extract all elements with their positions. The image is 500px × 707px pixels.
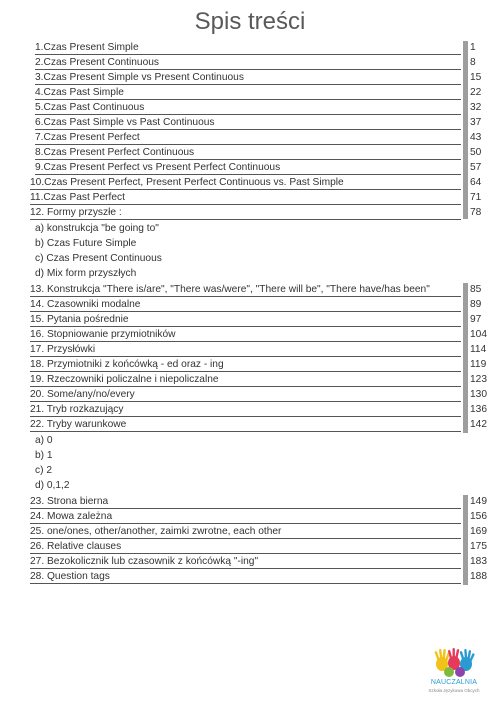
toc-entry-label: 16. Stopniowanie przymiotników: [30, 328, 461, 342]
toc-entry-page: 89: [470, 299, 482, 310]
toc-entry-page: 78: [470, 207, 482, 218]
toc-subitem: c) Czas Present Continuous: [35, 253, 162, 264]
toc-entry[interactable]: [0, 555, 500, 569]
toc-entry[interactable]: [0, 131, 500, 145]
toc-entry-label: 2.Czas Present Continuous: [35, 56, 461, 70]
toc-entry-page: 97: [470, 314, 482, 325]
toc-entry[interactable]: [0, 56, 500, 70]
toc-entry-label: 20. Some/any/no/every: [30, 388, 461, 402]
toc-entry-label: 12. Formy przyszłe :: [30, 206, 461, 220]
toc-entry[interactable]: [0, 41, 500, 55]
toc-entry[interactable]: [0, 540, 500, 554]
toc-entry-label: 7.Czas Present Perfect: [35, 131, 461, 145]
toc-entry-label: 15. Pytania pośrednie: [30, 313, 461, 327]
toc-entry[interactable]: [0, 283, 500, 297]
toc-entry[interactable]: [0, 418, 500, 432]
toc-entry-label: 10.Czas Present Perfect, Present Perfect Continuous vs. Past Simple: [30, 176, 461, 190]
toc-subitem: d) Mix form przyszłych: [35, 268, 137, 279]
toc-entry-page: 188: [470, 571, 487, 582]
toc-entry-page: 136: [470, 404, 487, 415]
hands-logo-icon: [422, 646, 486, 680]
toc-entry[interactable]: [0, 388, 500, 402]
toc-entry-label: 8.Czas Present Perfect Continuous: [35, 146, 461, 160]
toc-entry[interactable]: [0, 176, 500, 190]
toc-subitem: a) 0: [35, 435, 53, 446]
toc-entry[interactable]: [0, 191, 500, 205]
toc-entry-label: 6.Czas Past Simple vs Past Continuous: [35, 116, 461, 130]
toc-entry[interactable]: [0, 343, 500, 357]
toc-subitem: a) konstrukcja "be going to": [35, 223, 159, 234]
toc-entry-label: 22. Tryby warunkowe: [30, 418, 461, 432]
logo-name: NAUCZALNIA: [430, 679, 478, 686]
toc-entry-page: 50: [470, 147, 482, 158]
toc-entry-label: 13. Konstrukcja "There is/are", "There was/were", "There will be", "There have/has been": [30, 283, 461, 297]
toc-entry-label: 11.Czas Past Perfect: [30, 191, 461, 205]
toc-entry[interactable]: [0, 403, 500, 417]
toc-entry[interactable]: [0, 313, 500, 327]
toc-entry[interactable]: [0, 298, 500, 312]
toc-entry-label: 14. Czasowniki modalne: [30, 298, 461, 312]
toc-entry-page: 130: [470, 389, 487, 400]
toc-subitem: b) Czas Future Simple: [35, 238, 137, 249]
toc-entry[interactable]: [0, 373, 500, 387]
toc-entry-label: 19. Rzeczowniki policzalne i niepoliczalne: [30, 373, 461, 387]
toc-entry-page: 8: [470, 57, 476, 68]
toc-entry[interactable]: [0, 161, 500, 175]
toc-entry[interactable]: [0, 328, 500, 342]
toc-entry-label: 25. one/ones, other/another, zaimki zwrotne, each other: [30, 525, 461, 539]
toc-entry-page: 85: [470, 284, 482, 295]
toc-entry-page: 64: [470, 177, 482, 188]
toc-entry[interactable]: [0, 116, 500, 130]
toc-entry[interactable]: [0, 495, 500, 509]
toc-entry-page: 71: [470, 192, 482, 203]
toc-entry[interactable]: [0, 71, 500, 85]
toc-entry-page: 142: [470, 419, 487, 430]
toc-entry-page: 119: [470, 359, 487, 370]
toc-entry-page: 149: [470, 496, 487, 507]
toc-entry[interactable]: [0, 570, 500, 584]
toc-entry-page: 156: [470, 511, 487, 522]
school-logo: [422, 646, 486, 702]
toc-entry-label: 18. Przymiotniki z końcówką - ed oraz - ing: [30, 358, 461, 372]
toc-entry-label: 26. Relative clauses: [30, 540, 461, 554]
toc-entry-page: 123: [470, 374, 487, 385]
toc-entry-page: 104: [470, 329, 487, 340]
page-title: Spis treści: [194, 8, 306, 35]
toc-entry[interactable]: [0, 86, 500, 100]
toc-entry-page: 175: [470, 541, 487, 552]
toc-entry-page: 169: [470, 526, 487, 537]
toc-entry-label: 5.Czas Past Continuous: [35, 101, 461, 115]
toc-subitem: d) 0,1,2: [35, 480, 70, 491]
toc-subitem: b) 1: [35, 450, 53, 461]
toc-entry-label: 23. Strona bierna: [30, 495, 461, 509]
toc-entry-label: 3.Czas Present Simple vs Present Continuous: [35, 71, 461, 85]
toc-subitem: c) 2: [35, 465, 52, 476]
toc-entry-label: 24. Mowa zależna: [30, 510, 461, 524]
toc-entry-label: 21. Tryb rozkazujący: [30, 403, 461, 417]
toc-entry-page: 43: [470, 132, 482, 143]
toc-entry-label: 28. Question tags: [30, 570, 461, 584]
logo-tagline: Szkoła Językowa Obcych: [428, 688, 480, 693]
toc-entry[interactable]: [0, 510, 500, 524]
toc-entry-page: 1: [470, 42, 476, 53]
toc-entry-page: 32: [470, 102, 482, 113]
toc-entry-page: 114: [470, 344, 487, 355]
toc-entry-page: 183: [470, 556, 487, 567]
toc-entry-label: 4.Czas Past Simple: [35, 86, 461, 100]
toc-entry[interactable]: [0, 206, 500, 220]
toc-entry-page: 15: [470, 72, 482, 83]
toc-entry-page: 22: [470, 87, 482, 98]
toc-entry[interactable]: [0, 525, 500, 539]
toc-entry[interactable]: [0, 358, 500, 372]
toc-entry-label: 27. Bezokolicznik lub czasownik z końcówką "-ing": [30, 555, 461, 569]
toc-entry[interactable]: [0, 146, 500, 160]
toc-entry-page: 57: [470, 162, 482, 173]
toc-entry-label: 9.Czas Present Perfect vs Present Perfect Continuous: [35, 161, 461, 175]
toc-entry-label: 1.Czas Present Simple: [35, 41, 461, 55]
toc-entry[interactable]: [0, 101, 500, 115]
toc-entry-label: 17. Przysłówki: [30, 343, 461, 357]
toc-entry-page: 37: [470, 117, 482, 128]
